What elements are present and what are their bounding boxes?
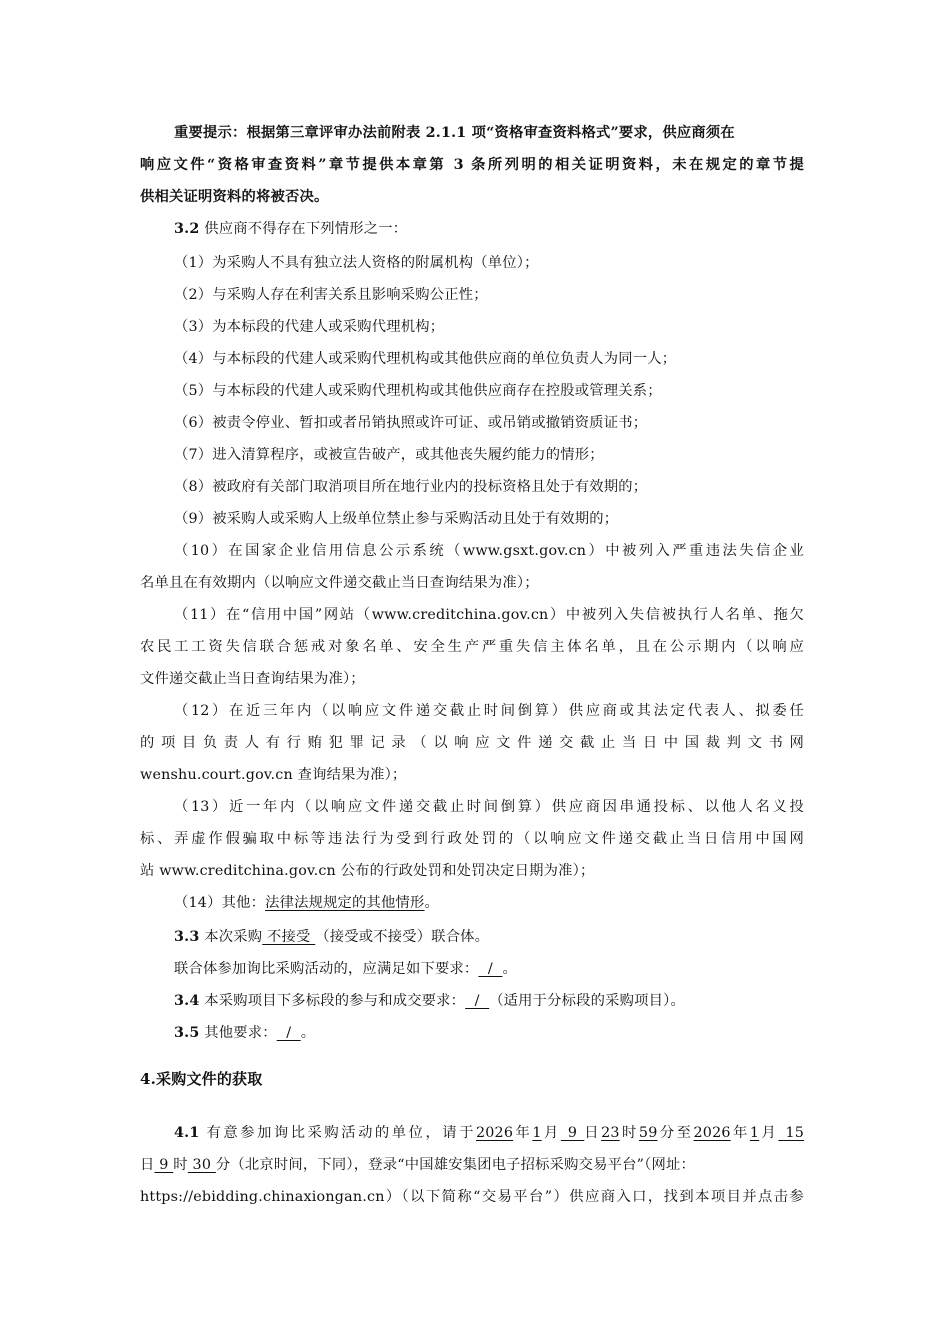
unit-hour: 时 [173,1157,188,1173]
clause-3-2-title [174,219,407,239]
list-item: （8）被政府有关部门取消项目所在地行业内的投标资格且处于有效期的； [174,479,648,495]
list-item-10-line-1: （10）在国家企业信用信息公示系统（www.gsxt.gov.cn）中被列入严重违法失信企业 [174,543,804,559]
clause-text: 分（北京时间，下同），登录“中国雄安集团电子招标采购交易平台”（网址： [215,1157,696,1173]
unit-year: 年 [730,1125,750,1141]
list-item: （5）与本标段的代建人或采购代理机构或其他供应商存在控股或管理关系； [174,383,662,399]
clause-value: 不接受 [262,929,316,945]
end-hour: 9 [154,1157,174,1173]
start-month: 1 [532,1125,542,1141]
clause-4-1-line-3: https://ebidding.chinaxiongan.cn）（以下简称“交易平台”）供应商入口，找到本项目并点击参 [140,1189,804,1205]
item-value: 法律法规规定的其他情形 [265,895,425,911]
clause-text-post: （适用于分标段的采购项目）。 [489,993,685,1009]
clause-text: 有意参加询比采购活动的单位，请于 [206,1125,476,1141]
unit-day: 日 [584,1125,602,1141]
notice-line-3: 供相关证明资料的将被否决。 [140,189,329,205]
unit-hour: 时 [619,1125,639,1141]
start-year: 2026 [475,1125,514,1141]
unit-day: 日 [140,1157,155,1173]
clause-3-4 [174,991,685,1011]
clause-text-pre: 本次采购 [204,929,263,945]
start-minute: 59 [638,1125,658,1141]
unit-minute-to: 分至 [657,1125,694,1141]
clause-number: 4.1 [174,1125,200,1141]
clause-text-pre: 本采购项目下多标段的参与和成交要求： [204,993,466,1009]
unit-year: 年 [513,1125,533,1141]
end-year: 2026 [693,1125,731,1141]
clause-3-3-requirement [174,959,517,979]
clause-3-3 [174,927,489,947]
clause-4-1-line-2 [140,1155,804,1175]
list-item: （3）为本标段的代建人或采购代理机构； [174,319,445,335]
list-item: （2）与采购人存在利害关系且影响采购公正性； [174,287,488,303]
unit-month: 月 [541,1125,561,1141]
requirement-suffix: 。 [502,961,517,977]
clause-number: 3.2 [174,221,200,237]
end-month: 1 [749,1125,760,1141]
clause-number: 3.5 [174,1025,200,1041]
list-item-13-line-3: 站 www.creditchina.gov.cn 公布的行政处罚和处罚决定日期为准）； [140,863,595,879]
clause-text-post: （接受或不接受）联合体。 [315,929,490,945]
end-day: 15 [778,1125,805,1141]
list-item-11-line-2: 农民工工资失信联合惩戒对象名单、安全生产严重失信主体名单，且在公示期内（以响应 [140,639,804,655]
clause-value: / [465,993,490,1009]
notice-line-2: 响应文件“资格审查资料”章节提供本章第 3 条所列明的相关证明资料，未在规定的章节提 [140,157,804,173]
clause-text-post: 。 [300,1025,316,1041]
list-item: （4）与本标段的代建人或采购代理机构或其他供应商的单位负责人为同一人； [174,351,677,367]
list-item-11-line-3: 文件递交截止当日查询结果为准）； [140,671,365,687]
notice-text: 根据第三章评审办法前附表 2.1.1 项“资格审查资料格式”要求，供应商须在 [246,125,735,141]
list-item: （7）进入清算程序，或被宣告破产，或其他丧失履约能力的情形； [174,447,604,463]
list-item-12-line-2: 的项目负责人有行贿犯罪记录（以响应文件递交截止当日中国裁判文书网 [140,735,804,751]
clause-text-pre: 其他要求： [204,1025,277,1041]
clause-title: 供应商不得存在下列情形之一： [204,221,408,237]
list-item-13-line-2: 标、弄虚作假骗取中标等违法行为受到行政处罚的（以响应文件递交截止当日信用中国网 [140,831,804,847]
item-suffix: 。 [424,895,440,911]
end-minute: 30 [187,1157,216,1173]
list-item: （1）为采购人不具有独立法人资格的附属机构（单位）； [174,255,539,271]
requirement-value: / [478,961,503,977]
start-day: 9 [560,1125,585,1141]
notice-label: 重要提示： [174,125,247,141]
notice-line-1 [174,123,804,143]
list-item-11-line-1: （11）在“信用中国”网站（www.creditchina.gov.cn）中被列入失信被执行人名单、拖欠 [174,607,804,623]
clause-value: / [276,1025,301,1041]
start-hour: 23 [601,1125,620,1141]
list-item-13-line-1: （13）近一年内（以响应文件递交截止时间倒算）供应商因串通投标、以他人名义投 [174,799,804,815]
requirement-text: 联合体参加询比采购活动的，应满足如下要求： [174,961,479,977]
clause-4-1-line-1 [174,1123,804,1143]
list-item-14 [174,893,439,913]
list-item-12-line-1: （12）在近三年内（以响应文件递交截止时间倒算）供应商或其法定代表人、拟委任 [174,703,804,719]
item-prefix: （14）其他： [174,895,266,911]
clause-3-5 [174,1023,315,1043]
list-item-12-line-3: wenshu.court.gov.cn 查询结果为准）； [140,767,407,783]
clause-number: 3.4 [174,993,200,1009]
list-item: （9）被采购人或采购人上级单位禁止参与采购活动且处于有效期的； [174,511,619,527]
clause-number: 3.3 [174,929,200,945]
unit-month: 月 [759,1125,779,1141]
list-item-10-line-2: 名单且在有效期内（以响应文件递交截止当日查询结果为准）； [140,575,539,591]
section-4-heading: 4.采购文件的获取 [140,1070,263,1088]
list-item: （6）被责令停业、暂扣或者吊销执照或许可证、或吊销或撤销资质证书； [174,415,648,431]
